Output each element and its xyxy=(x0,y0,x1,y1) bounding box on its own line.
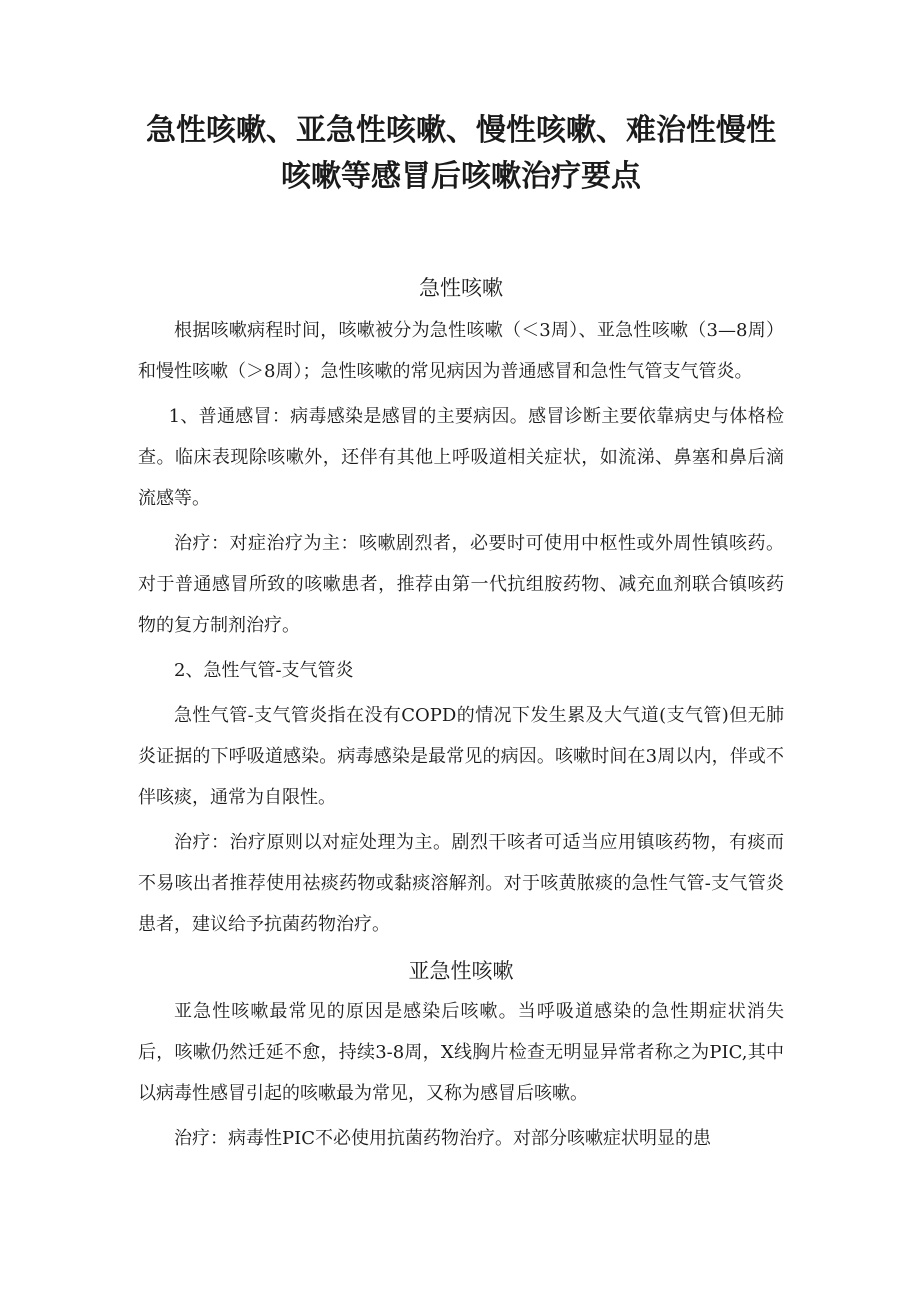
paragraph-subacute-treatment: 治疗：病毒性PIC不必使用抗菌药物治疗。对部分咳嗽症状明显的患 xyxy=(174,1128,711,1149)
paragraph-acute-bronchitis-treatment: 治疗：治疗原则以对症处理为主。剧烈干咳者可适当应用镇咳药物，有痰而不易咳出者推荐使用祛痰药物或黏痰溶解剂。对于咳黄脓痰的急性气管-支气管炎患者，建议给予抗菌药物治疗。 xyxy=(138,832,784,935)
paragraph-common-cold-treatment: 治疗：对症治疗为主：咳嗽剧烈者，必要时可使用中枢性或外周性镇咳药。对于普通感冒所致的咳嗽患者，推荐由第一代抗组胺药物、减充血剂联合镇咳药物的复方制剂治疗。 xyxy=(138,533,784,636)
document-title: 急性咳嗽、亚急性咳嗽、慢性咳嗽、难治性慢性咳嗽等感冒后咳嗽治疗要点 xyxy=(146,113,776,194)
paragraph-acute-bronchitis-heading: 2、急性气管-支气管炎 xyxy=(174,660,354,681)
paragraph-acute-bronchitis-definition: 急性气管-支气管炎指在没有COPD的情况下发生累及大气道(支气管)但无肺炎证据的下呼吸道感染。病毒感染是最常见的病因。咳嗽时间在3周以内，伴或不伴咳痰，通常为自限性。 xyxy=(138,705,784,808)
paragraph-subacute-definition: 亚急性咳嗽最常见的原因是感染后咳嗽。当呼吸道感染的急性期症状消失后，咳嗽仍然迁延不愈，持续3-8周，X线胸片检查无明显异常者称之为PIC,其中以病毒性感冒引起的咳嗽最为常见，又称为感冒后咳嗽。 xyxy=(138,1001,784,1104)
section-heading-acute-cough: 急性咳嗽 xyxy=(419,276,503,300)
section-heading-subacute-cough: 亚急性咳嗽 xyxy=(408,959,514,983)
document-page xyxy=(138,0,784,1159)
paragraph-common-cold: 1、普通感冒：病毒感染是感冒的主要病因。感冒诊断主要依靠病史与体格检查。临床表现除咳嗽外，还伴有其他上呼吸道相关症状，如流涕、鼻塞和鼻后滴流感等。 xyxy=(138,406,784,509)
paragraph-cough-classification: 根据咳嗽病程时间，咳嗽被分为急性咳嗽（＜3周）、亚急性咳嗽（3—8周）和慢性咳嗽（＞8周）；急性咳嗽的常见病因为普通感冒和急性气管支气管炎。 xyxy=(138,320,784,382)
